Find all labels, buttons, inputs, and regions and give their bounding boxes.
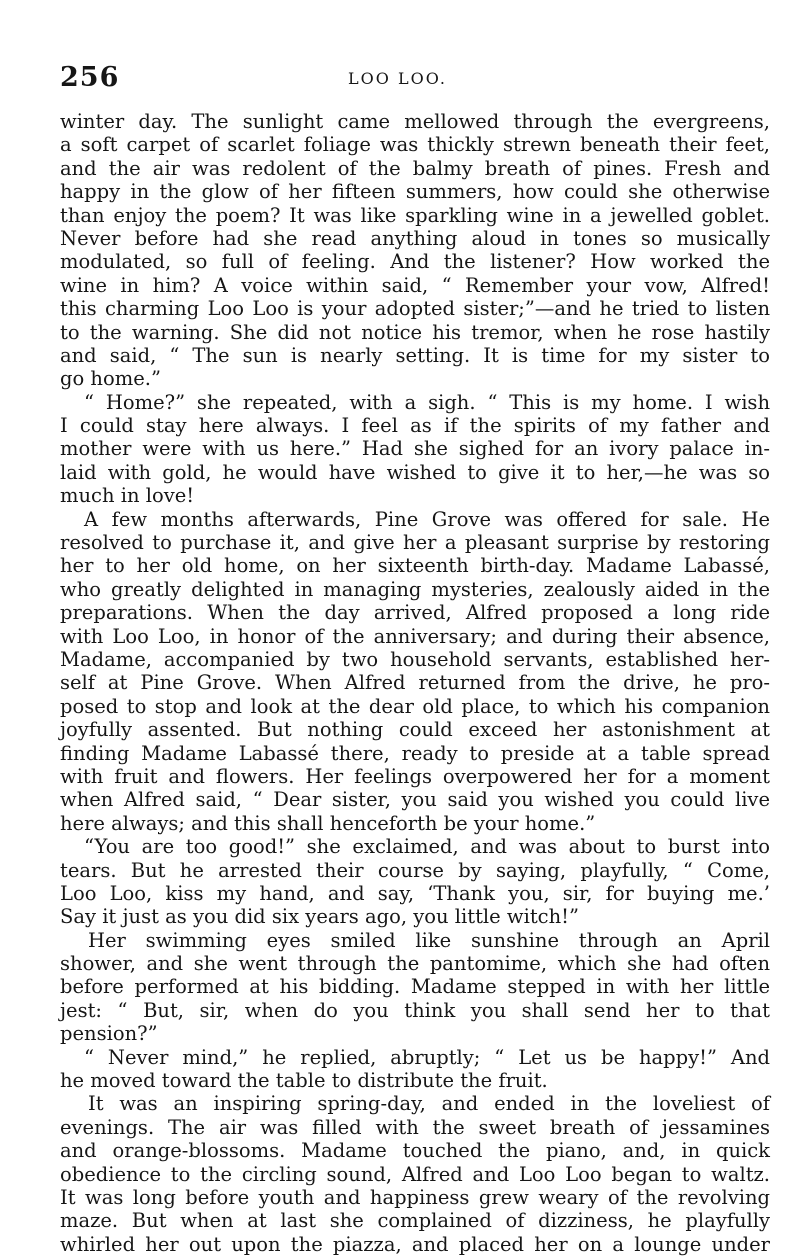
text-line: obedience to the circling sound, Alfred and Loo Loo began to waltz. xyxy=(60,1162,770,1186)
text-line: than enjoy the poem? It was like sparkling wine in a jewelled goblet. xyxy=(60,203,770,227)
text-line: with Loo Loo, in honor of the anniversary; and during their absence, xyxy=(60,624,770,648)
text-line: “ Never mind,” he replied, abruptly; “ Let us be happy!” And xyxy=(84,1045,770,1069)
text-line: shower, and she went through the pantomime, which she had often xyxy=(60,952,770,976)
text-line: he moved toward the table to distribute the fruit. xyxy=(60,1069,548,1093)
text-line: mother were with us here.” Had she sighed for an ivory palace in- xyxy=(60,437,770,461)
text-line: when Alfred said, “ Dear sister, you said you wished you could live xyxy=(60,788,770,812)
text-line: whirled her out upon the piazza, and placed her on a lounge under xyxy=(60,1232,770,1256)
running-title: LOO LOO. xyxy=(348,69,447,88)
text-line: and orange-blossoms. Madame touched the piano, and, in quick xyxy=(60,1139,770,1163)
text-line: finding Madame Labassé there, ready to preside at a table spread xyxy=(60,741,770,765)
text-line: to the warning. She did not notice his tremor, when he rose hastily xyxy=(60,320,770,344)
text-line: Say it just as you did six years ago, you little witch!” xyxy=(60,905,579,929)
text-line: joyfully assented. But nothing could exceed her astonishment at xyxy=(60,718,770,742)
text-line: A few months afterwards, Pine Grove was offered for sale. He xyxy=(84,507,770,531)
text-line: go home.” xyxy=(60,367,161,391)
text-line: evenings. The air was filled with the sweet breath of jessamines xyxy=(60,1115,770,1139)
page-number: 256 xyxy=(60,62,120,93)
text-line: and said, “ The sun is nearly setting. It is time for my sister to xyxy=(60,343,770,367)
text-line: “You are too good!” she exclaimed, and was about to burst into xyxy=(84,835,770,859)
text-line: a soft carpet of scarlet foliage was thickly strewn beneath their feet, xyxy=(60,133,770,157)
text-line: modulated, so full of feeling. And the listener? How worked the xyxy=(60,250,770,274)
text-line: “ Home?” she repeated, with a sigh. “ This is my home. I wish xyxy=(84,390,770,414)
text-line: winter day. The sunlight came mellowed through the evergreens, xyxy=(60,110,770,133)
running-head xyxy=(60,62,775,96)
text-line: wine in him? A voice within said, “ Remember your vow, Alfred! xyxy=(60,273,770,297)
text-line: Madame, accompanied by two household servants, established her- xyxy=(60,647,770,671)
text-line: Never before had she read anything aloud in tones so musically xyxy=(60,226,770,250)
text-line: here always; and this shall henceforth be your home.” xyxy=(60,811,596,835)
text-line: maze. But when at last she complained of dizziness, he playfully xyxy=(60,1209,770,1233)
text-line: jest: “ But, sir, when do you think you shall send her to that xyxy=(60,998,770,1022)
body-text xyxy=(60,110,770,1256)
text-line: laid with gold, he would have wished to give it to her,—he was so xyxy=(60,460,770,484)
text-line: tears. But he arrested their course by saying, playfully, “ Come, xyxy=(60,858,770,882)
text-line: happy in the glow of her fifteen summers, how could she otherwise xyxy=(60,180,770,204)
text-line: and the air was redolent of the balmy breath of pines. Fresh and xyxy=(60,156,770,180)
text-line: Loo Loo, kiss my hand, and say, ‘Thank you, sir, for buying me.’ xyxy=(60,881,770,905)
text-line: with fruit and flowers. Her feelings overpowered her for a moment xyxy=(60,764,770,788)
text-line: before performed at his bidding. Madame stepped in with her little xyxy=(60,975,770,999)
text-line: this charming Loo Loo is your adopted sister;”—and he tried to listen xyxy=(60,297,770,321)
text-line: It was long before youth and happiness grew weary of the revolving xyxy=(60,1185,770,1209)
text-line: self at Pine Grove. When Alfred returned from the drive, he pro- xyxy=(60,671,770,695)
text-line: resolved to purchase it, and give her a pleasant surprise by restoring xyxy=(60,531,770,555)
text-line: I could stay here always. I feel as if the spirits of my father and xyxy=(60,414,770,438)
text-line: who greatly delighted in managing mysteries, zealously aided in the xyxy=(60,577,770,601)
text-line: pension?” xyxy=(60,1022,158,1046)
text-line: her to her old home, on her sixteenth birth-day. Madame Labassé, xyxy=(60,554,770,578)
text-line: posed to stop and look at the dear old place, to which his companion xyxy=(60,694,770,718)
text-line: It was an inspiring spring-day, and ended in the loveliest of xyxy=(88,1092,770,1116)
text-line: Her swimming eyes smiled like sunshine through an April xyxy=(88,928,770,952)
text-line: much in love! xyxy=(60,484,195,508)
text-line: preparations. When the day arrived, Alfred proposed a long ride xyxy=(60,601,770,625)
